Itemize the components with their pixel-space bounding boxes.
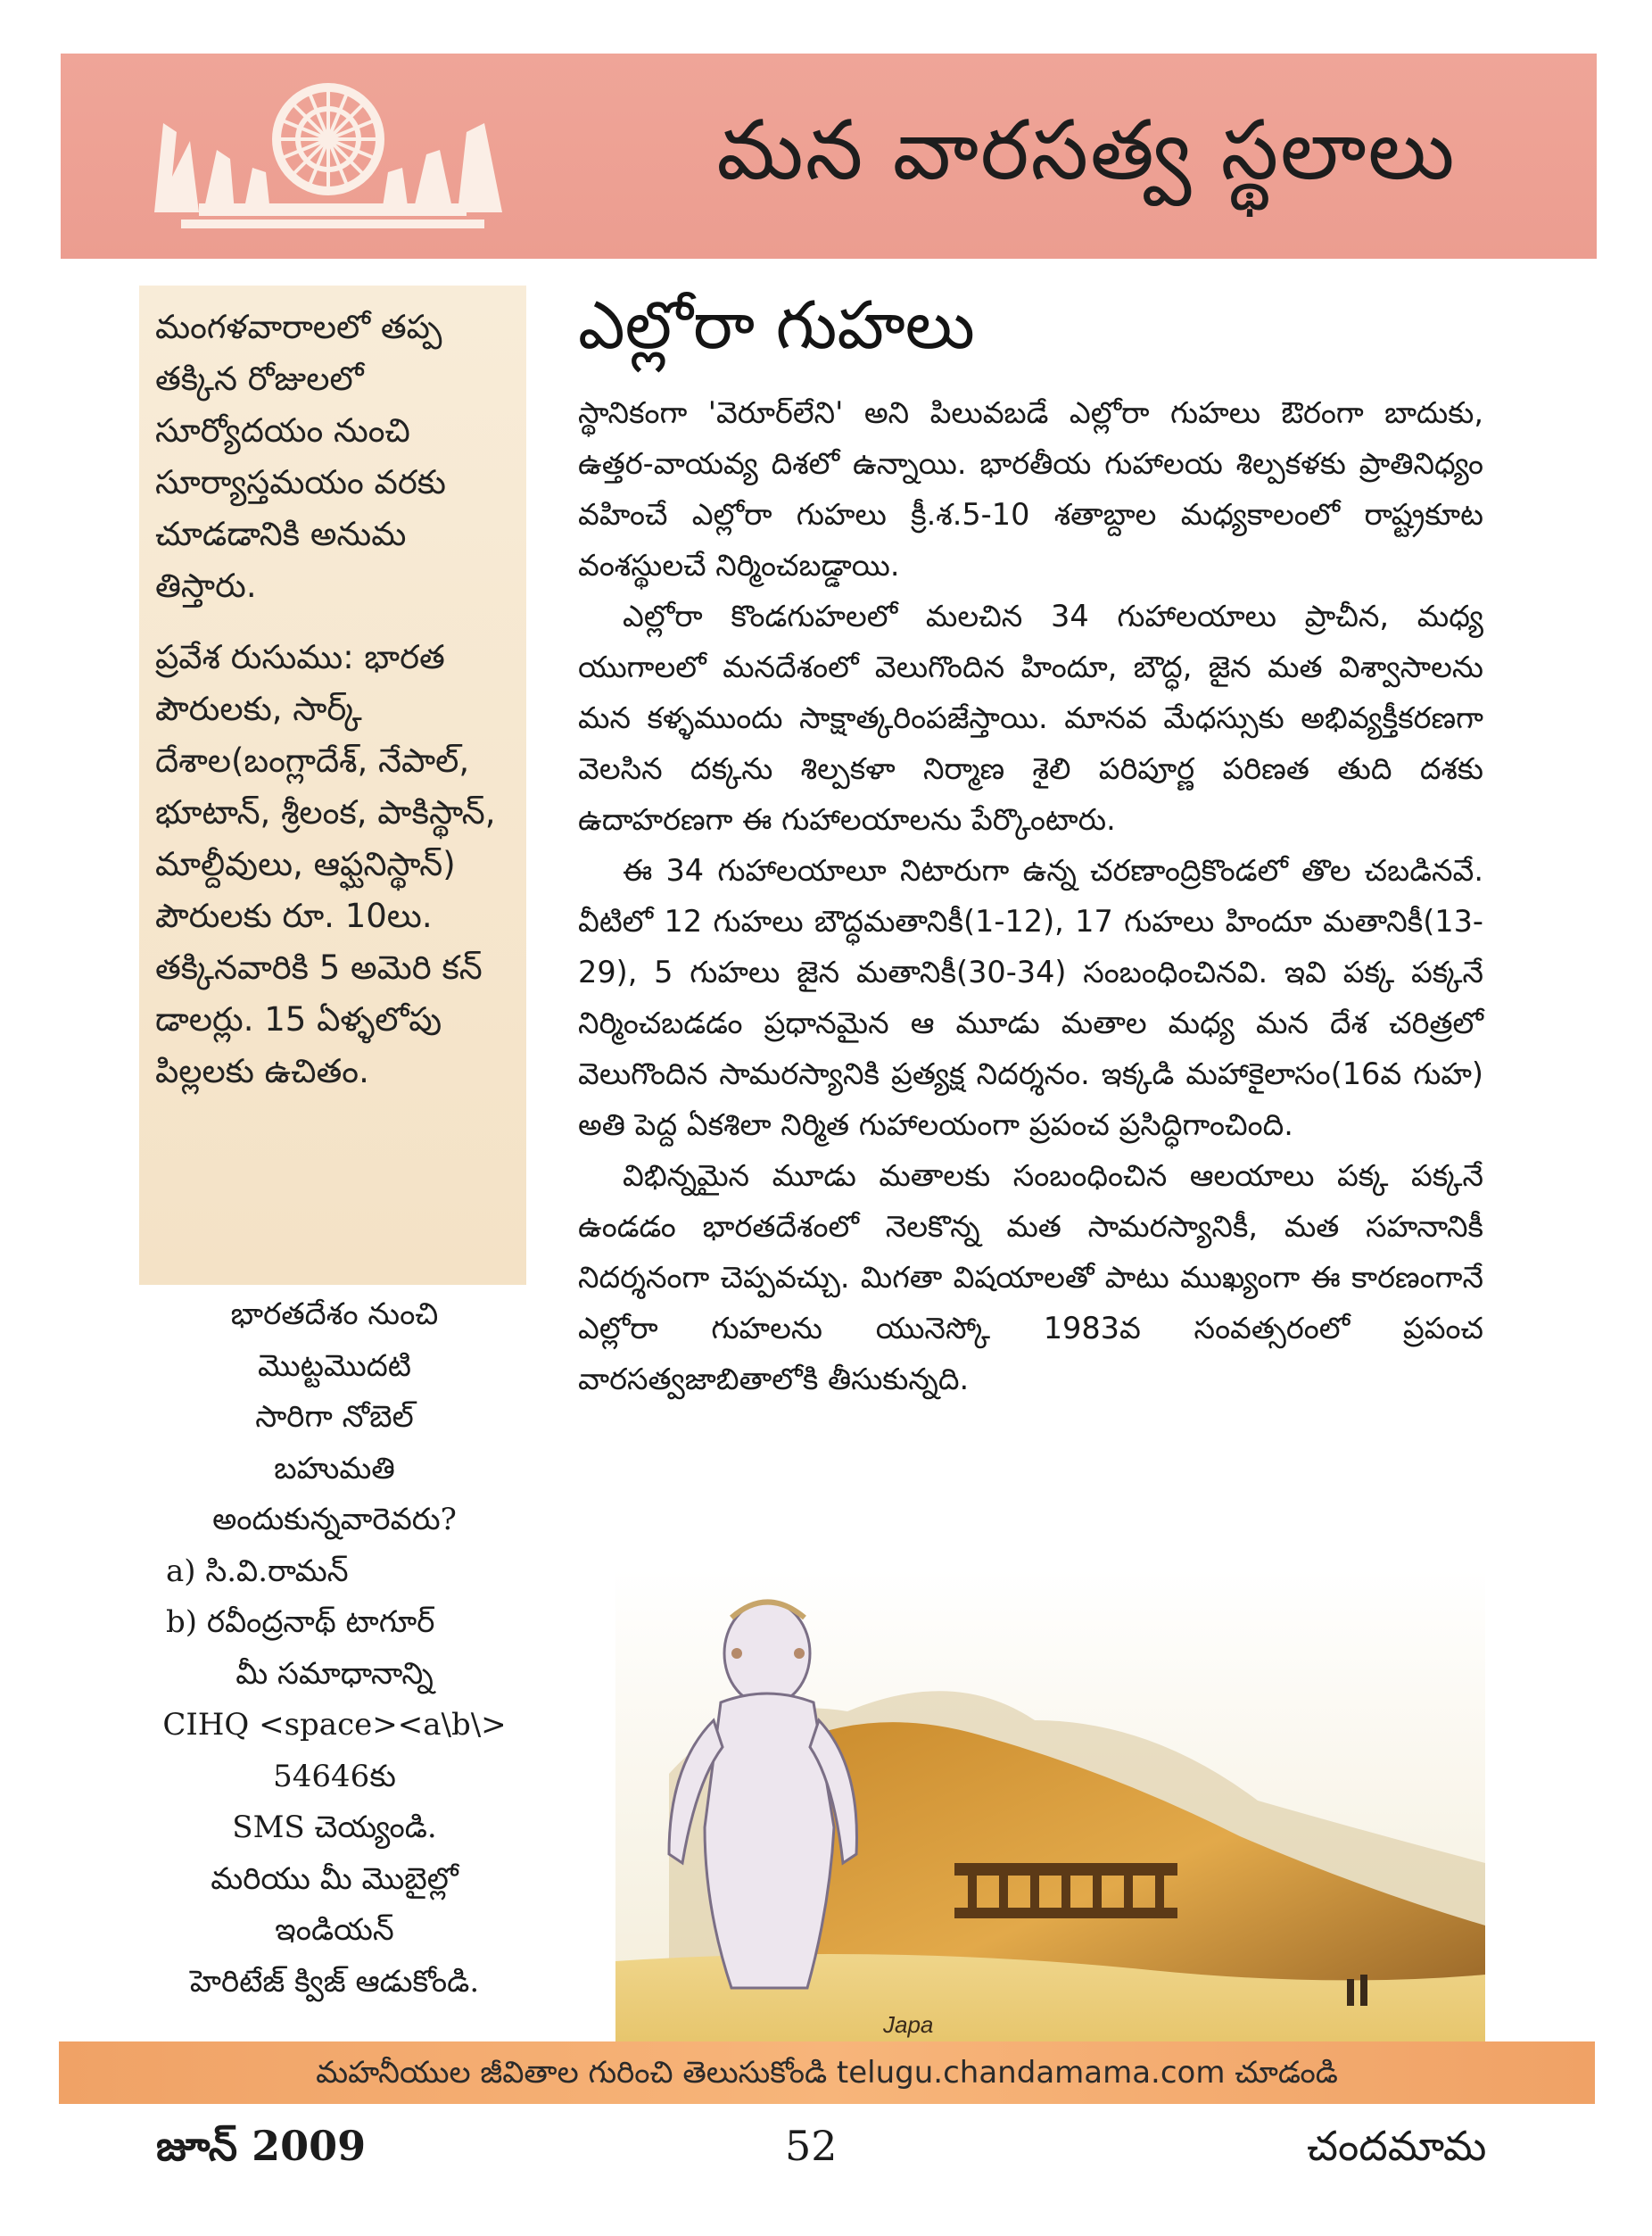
visiting-info-box	[139, 286, 526, 1285]
footer-promo-banner: మహనీయుల జీవితాల గురించి తెలుసుకోండి telugu.chandamama.com చూడండి	[59, 2041, 1595, 2104]
quiz-instruction-line: మీ సమాధానాన్ని	[235, 1655, 434, 1692]
section-header-banner	[61, 54, 1597, 259]
ashoka-chakra-emblem-icon	[145, 70, 511, 248]
magazine-name: చందమామ	[1307, 2122, 1487, 2170]
entry-fee: ప్రవేశ రుసుము: భారత పౌరులకు, సార్క్ దేశాల(బంగ్లాదేశ్, నేపాల్, భూటాన్, శ్రీలంక, పాకిస్థాన్, మాల్దీవులు, ఆఫ్ఘనిస్థాన్) పౌరులకు రూ. 10లు. తక్కినవారికి 5 అమెరి కన్ డాలర్లు. 15 ఏళ్ళలోపు పిల్లలకు ఉచితం.	[155, 638, 496, 1090]
quiz-instruction-line: ఇండియన్	[275, 1912, 394, 1948]
visiting-timings: మంగళవారాలలో తప్ప తక్కిన రోజులలో సూర్యోదయం నుంచి సూర్యాస్తమయం వరకు చూడడానికి అనుమ తిస్తారు.	[155, 308, 446, 605]
quiz-instruction-line: మరియు మీ మొబైల్లో	[211, 1860, 458, 1897]
issue-date: జూన్ 2009	[156, 2122, 367, 2170]
quiz-question-line: మొట్టమొదటి	[258, 1347, 411, 1384]
quiz-option-b: b) రవీంద్రనాథ్ టాగూర్	[166, 1604, 435, 1640]
quiz-instruction-line: SMS చెయ్యండి.	[232, 1810, 437, 1845]
article-paragraph: ఎల్లోరా కొండగుహలలో మలచిన 34 గుహాలయాలు ప్రాచీన, మధ్య యుగాలలో మనదేశంలో వెలుగొందిన హిందూ, బౌద్ధ, జైన మత విశ్వాసాలను మన కళ్ళముందు సాక్షాత్కరింపజేస్తాయి. మానవ మేధస్సుకు అభివ్యక్తీకరణగా వెలసిన దక్కను శిల్పకళా నిర్మాణ శైలి పరిపూర్ణ పరిణత తుది దశకు ఉదాహరణగా ఈ గుహాలయాలను పేర్కొంటారు.	[578, 599, 1483, 837]
heritage-quiz	[143, 1289, 526, 2008]
article-paragraph: విభిన్నమైన మూడు మతాలకు సంబంధించిన ఆలయాలు పక్క పక్కనే ఉండడం భారతదేశంలో నెలకొన్న మత సామరస్యానికీ, మత సహనానికీ నిదర్శనంగా చెప్పవచ్చు. మిగతా విషయాలతో పాటు ముఖ్యంగా ఈ కారణంగానే ఎల్లోరా గుహలను యునెస్కో 1983వ సంవత్సరంలో ప్రపంచ వారసత్వజాబితాలోకి తీసుకున్నది.	[578, 1158, 1483, 1396]
quiz-instruction-line: 54646కు	[273, 1758, 396, 1794]
quiz-question-line: అందుకున్నవారెవరు?	[212, 1502, 457, 1537]
article-body	[578, 387, 1483, 1404]
page-number: 52	[785, 2122, 838, 2170]
quiz-option-a: a) సి.వి.రామన్	[166, 1553, 349, 1589]
quiz-question-line: సారిగా నోబెల్	[255, 1399, 414, 1435]
article-title: ఎల్లోరా గుహలు	[578, 287, 975, 364]
article-paragraph: స్థానికంగా 'వెరూర్‌లేని' అని పిలువబడే ఎల్లోరా గుహలు ఔరంగా బాదుకు, ఉత్తర-వాయవ్య దిశలో ఉన్నాయి. భారతీయ గుహాలయ శిల్పకళకు ప్రాతినిధ్యం వహించే ఎల్లోరా గుహలు క్రీ.శ.5-10 శతాబ్దాల మధ్యకాలంలో రాష్ట్రకూట వంశస్థులచే నిర్మించబడ్డాయి.	[578, 395, 1483, 583]
quiz-instruction-line: హెరిటేజ్ క్విజ్ ఆడుకోండి.	[189, 1963, 480, 2000]
quiz-question-line: బహుమతి	[274, 1450, 395, 1487]
article-paragraph: ఈ 34 గుహాలయాలూ నిటారుగా ఉన్న చరణాంద్రికొండలో తొల చబడినవే. వీటిలో 12 గుహలు బౌద్ధమతానికీ(1-12), 17 గుహలు హిందూ మతానికీ(13-29), 5 గుహలు జైన మతానికీ(30-34) సంబంధించినవి. ఇవి పక్క పక్కనే నిర్మించబడడం ప్రధానమైన ఆ మూడు మతాల మధ్య మన దేశ చరిత్రలో వెలుగొందిన సామరస్యానికి ప్రత్యక్ష నిదర్శనం. ఇక్కడి మహాకైలాసం(16వ గుహ) అతి పెద్ద ఏకశిలా నిర్మిత గుహాలయంగా ప్రపంచ ప్రసిద్ధిగాంచింది.	[578, 853, 1483, 1142]
quiz-question-line: భారతదేశం నుంచి	[230, 1296, 439, 1332]
ellora-caves-illustration	[615, 1569, 1485, 2050]
quiz-instruction-line: CIHQ <space><a\b\>	[162, 1707, 507, 1743]
section-title: మన వారసత్వ స్థలాలు	[716, 103, 1457, 198]
artist-signature: Japa	[883, 2011, 934, 2038]
